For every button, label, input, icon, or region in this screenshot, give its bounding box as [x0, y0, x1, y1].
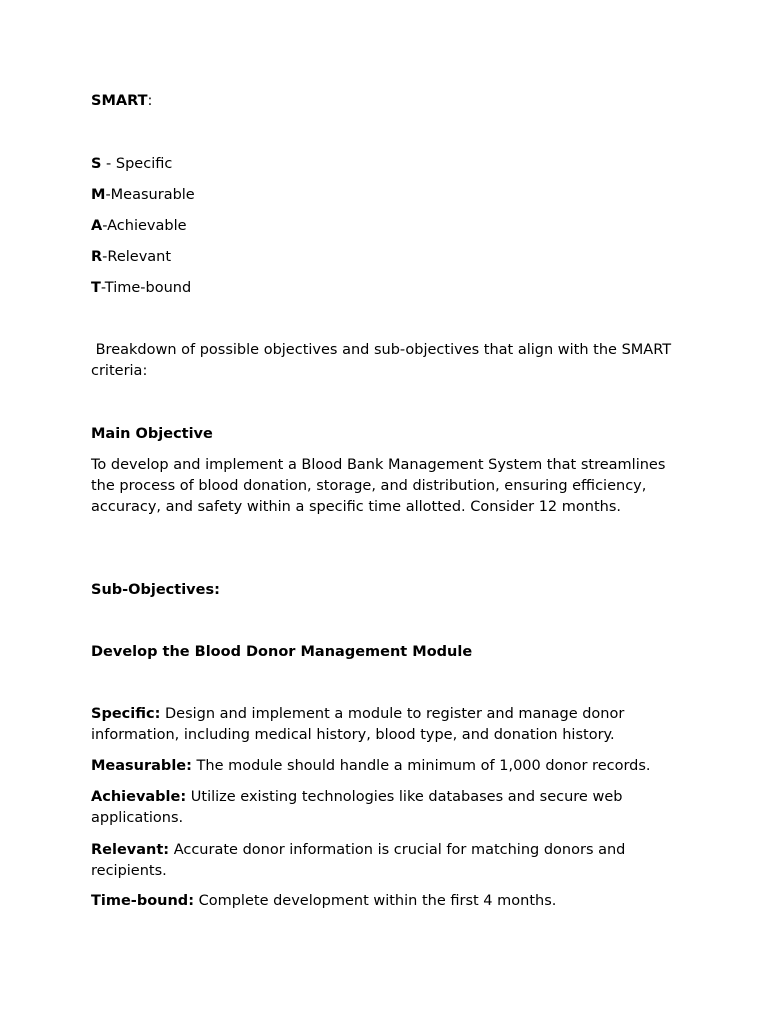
criterion-relevant: Relevant: Accurate donor information is crucial for matching donors and recipients. — [91, 842, 626, 879]
smart-item-achievable: A-Achievable — [91, 218, 187, 234]
smart-item-relevant: R-Relevant — [91, 249, 172, 265]
intro-paragraph: Breakdown of possible objectives and sub-objectives that align with the SMART criteria: — [91, 342, 676, 379]
smart-heading: SMART: — [91, 93, 153, 109]
sub-objectives-heading: Sub-Objectives: — [91, 582, 220, 598]
criterion-specific: Specific: Design and implement a module to register and manage donor information, including medical history, blood type, and donation history. — [91, 706, 625, 743]
smart-item-time-bound: T-Time-bound — [91, 280, 192, 296]
criterion-measurable: Measurable: The module should handle a minimum of 1,000 donor records. — [91, 758, 651, 774]
main-objective-heading: Main Objective — [91, 426, 213, 442]
module-heading: Develop the Blood Donor Management Module — [91, 644, 473, 660]
smart-item-measurable: M-Measurable — [91, 187, 195, 203]
criterion-time-bound: Time-bound: Complete development within the first 4 months. — [91, 893, 557, 909]
criterion-achievable: Achievable: Utilize existing technologies like databases and secure web applications. — [91, 789, 623, 826]
main-objective-text: To develop and implement a Blood Bank Management System that streamlines the process of blood donation, storage, and distribution, ensuring efficiency, accuracy, and safety within a specific time allotted. Consider 12 months. — [91, 457, 666, 515]
smart-item-specific: S - Specific — [91, 156, 173, 172]
